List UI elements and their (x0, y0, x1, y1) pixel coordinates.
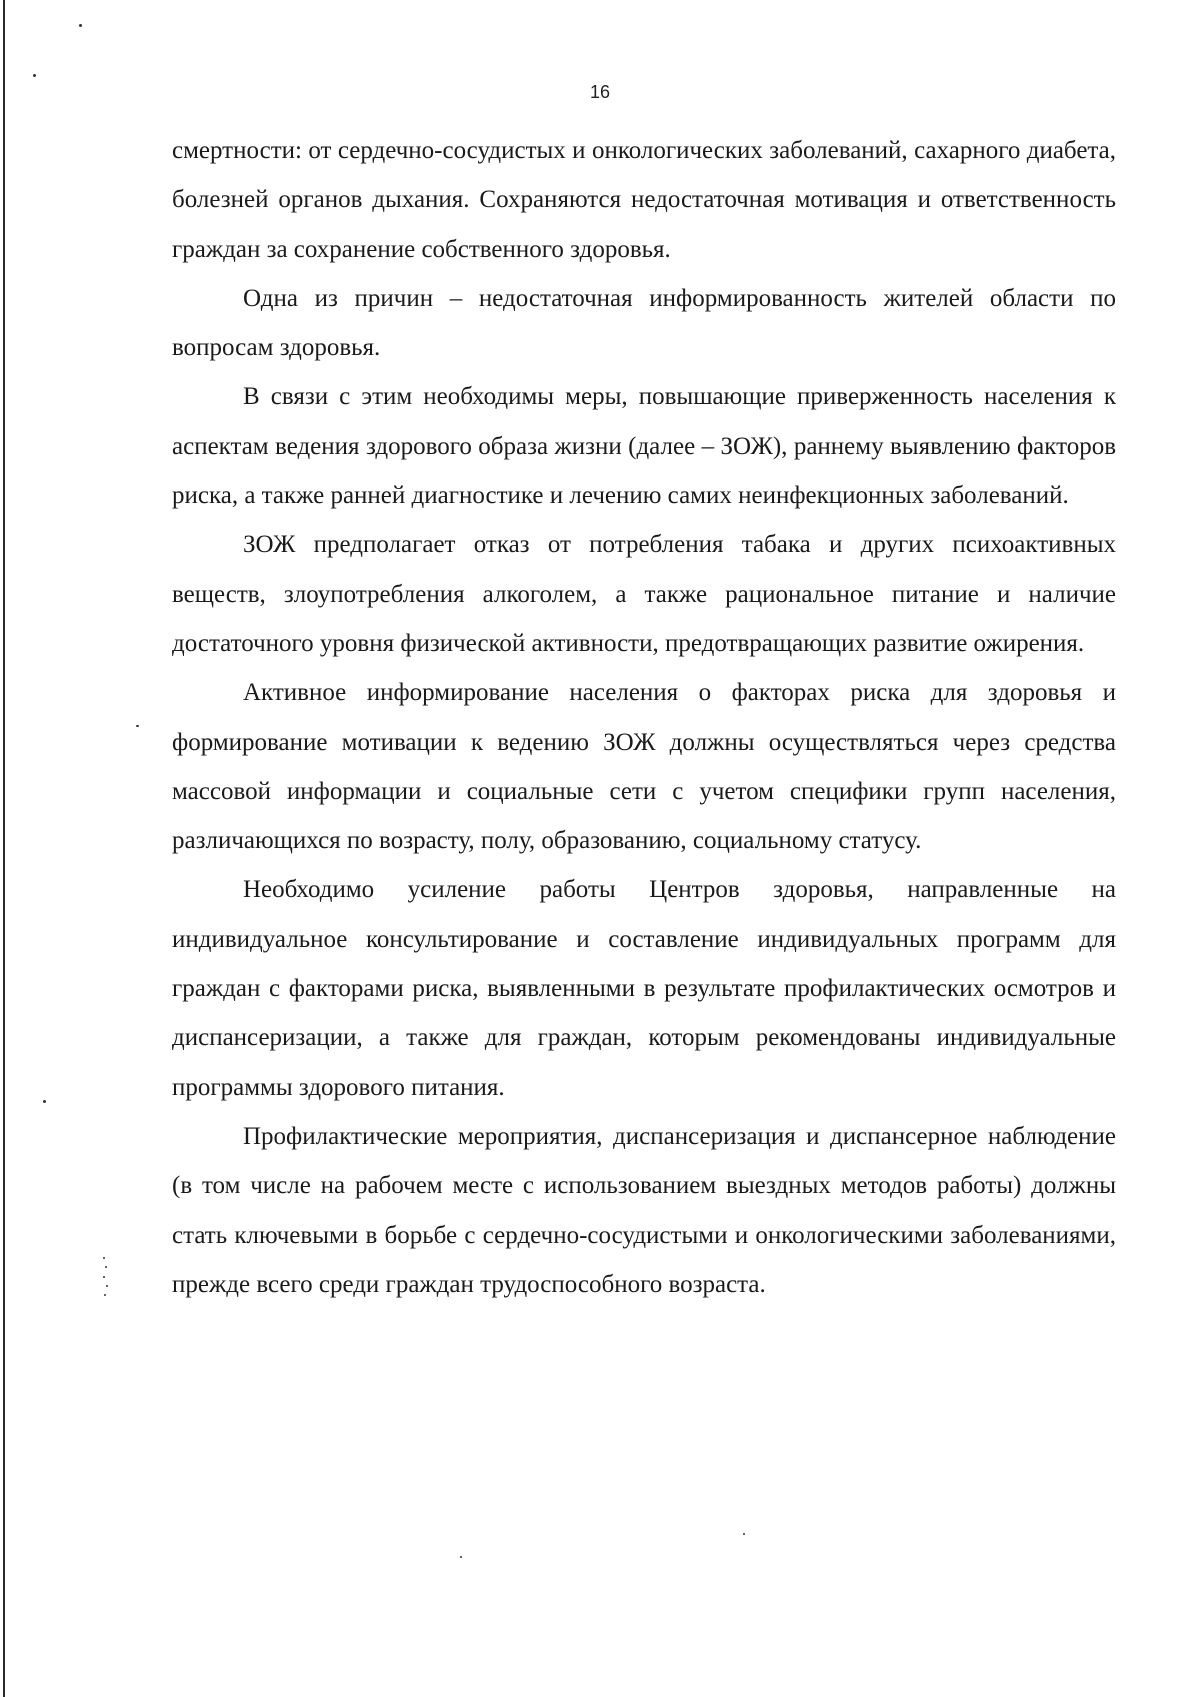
paragraph: Профилактические мероприятия, диспансеризация и диспансерное наблюдение (в том числе на рабочем месте с использованием выездных методов работы) должны стать ключевыми в борьбе с сердечно-сосудистыми и онкологическими заболеваниями, прежде всего среди граждан трудоспособного возраста. (172, 1122, 1116, 1298)
body-text (172, 126, 1116, 1309)
scan-speck (33, 74, 36, 77)
scan-speck (460, 1556, 462, 1558)
scan-speck (43, 1100, 46, 1103)
paragraph: Одна из причин – недостаточная информированность жителей области по вопросам здоровья. (172, 284, 1116, 362)
scan-speck (103, 1257, 105, 1259)
scan-left-edge (3, 0, 5, 1697)
scan-speck (136, 725, 139, 727)
scan-speck (104, 1294, 106, 1296)
scan-speck (79, 24, 82, 27)
scan-speck (105, 1266, 107, 1268)
scan-speck (743, 1533, 745, 1535)
page-number: 16 (589, 82, 611, 102)
paragraph: Активное информирование населения о факторах риска для здоровья и формирование мотивации к ведению ЗОЖ должны осуществляться через средства массовой информации и социальные сети с учетом специфики групп населения, различающихся по возрасту, полу, образованию, социальному статусу. (172, 679, 1116, 855)
paragraph: ЗОЖ предполагает отказ от потребления табака и других психоактивных веществ, злоупотребления алкоголем, а также рациональное питание и наличие достаточного уровня физической активности, предотвращающих развитие ожирения. (172, 531, 1116, 657)
paragraph: Необходимо усиление работы Центров здоровья, направленные на индивидуальное консультирование и составление индивидуальных программ для граждан с факторами риска, выявленными в результате профилактических осмотров и диспансеризации, а также для граждан, которым рекомендованы индивидуальные программы здорового питания. (172, 876, 1116, 1101)
scan-speck (103, 1276, 105, 1278)
paragraph-continuation: смертности: от сердечно-сосудистых и онкологических заболеваний, сахарного диабета, болезней органов дыхания. Сохраняются недостаточная мотивация и ответственность граждан за сохранение собственного здоровья. (172, 137, 1116, 263)
paragraph: В связи с этим необходимы меры, повышающие приверженность населения к аспектам ведения здорового образа жизни (далее – ЗОЖ), раннему выявлению факторов риска, а также ранней диагностике и лечению самих неинфекционных заболеваний. (172, 383, 1116, 510)
scan-speck (106, 1285, 108, 1287)
